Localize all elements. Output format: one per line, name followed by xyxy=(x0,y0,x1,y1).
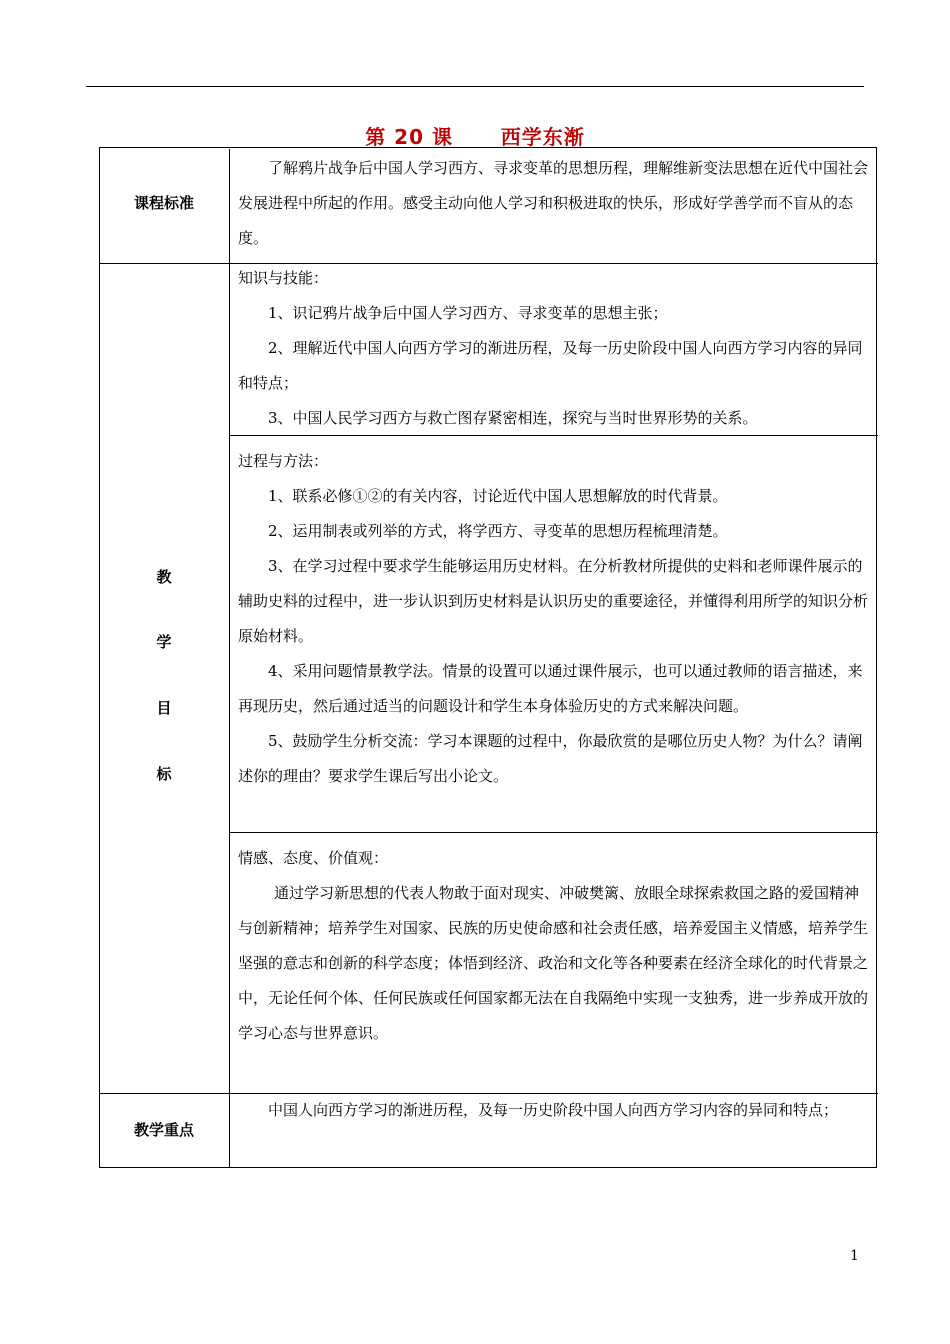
header-rule xyxy=(86,86,864,87)
key-text: 中国人向西方学习的渐进历程，及每一历史阶段中国人向西方学习内容的异同和特点； xyxy=(268,1101,839,1119)
process-item: 2、运用制表或列举的方式，将学西方、寻变革的思想历程梳理清楚。 xyxy=(268,522,728,540)
emotion-heading: 情感、态度、价值观： xyxy=(238,849,389,867)
goals-label-char: 教 xyxy=(156,568,172,586)
knowledge-item: 1、识记鸦片战争后中国人学习西方、寻求变革的思想主张； xyxy=(268,304,668,322)
process-item: 3、在学习过程中要求学生能够运用历史材料。在分析教材所提供的史料和老师课件展示的辅助史料的过程中，进一步认识到历史材料是认识历史的重要途径，并懂得利用所学的知识分析原始材料。 xyxy=(238,557,869,645)
column-divider xyxy=(229,149,230,1168)
row-label-key: 教学重点 xyxy=(133,1121,194,1139)
lesson-title: 第 20 课 西学东渐 xyxy=(365,125,585,149)
process-item: 4、采用问题情景教学法。情景的设置可以通过课件展示，也可以通过教师的语言描述，来再现历史，然后通过适当的问题设计和学生本身体验历史的方式来解决问题。 xyxy=(238,662,863,715)
process-cell xyxy=(238,444,870,794)
row-divider xyxy=(229,832,878,833)
goals-label-char: 目 xyxy=(156,699,172,717)
knowledge-heading: 知识与技能： xyxy=(238,269,329,287)
goals-label-char: 标 xyxy=(156,765,172,783)
process-item: 5、鼓励学生分析交流：学习本课题的过程中，你最欣赏的是哪位历史人物？为什么？请阐述你的理由？要求学生课后写出小论文。 xyxy=(238,732,863,785)
knowledge-item: 3、中国人民学习西方与救亡图存紧密相连，探究与当时世界形势的关系。 xyxy=(268,409,758,427)
standard-cell xyxy=(238,151,870,256)
goals-label-char: 学 xyxy=(156,633,172,651)
knowledge-cell xyxy=(238,261,870,436)
page-number: 1 xyxy=(850,1248,859,1264)
emotion-cell xyxy=(238,841,870,1051)
knowledge-item: 2、理解近代中国人向西方学习的渐进历程，及每一历史阶段中国人向西方学习内容的异同和特点； xyxy=(238,339,863,392)
key-cell xyxy=(238,1093,870,1128)
standard-text: 了解鸦片战争后中国人学习西方、寻求变革的思想历程，理解维新变法思想在近代中国社会发展进程中所起的作用。感受主动向他人学习和积极进取的快乐，形成好学善学而不盲从的态度。 xyxy=(238,159,869,247)
process-heading: 过程与方法： xyxy=(238,452,329,470)
row-label-standard: 课程标准 xyxy=(133,194,194,212)
emotion-text: 通过学习新思想的代表人物敢于面对现实、冲破樊篱、放眼全球探索救国之路的爱国精神与创新精神；培养学生对国家、民族的历史使命感和社会责任感，培养爱国主义情感，培养学生坚强的意志和创新的科学态度；体悟到经济、政治和文化等各种要素在经济全球化的时代背景之中，无论任何个体、任何民族或任何国家都无法在自我隔绝中实现一支独秀，进一步养成开放的学习心态与世界意识。 xyxy=(238,884,869,1042)
process-item: 1、联系必修①②的有关内容，讨论近代中国人思想解放的时代背景。 xyxy=(268,487,728,505)
